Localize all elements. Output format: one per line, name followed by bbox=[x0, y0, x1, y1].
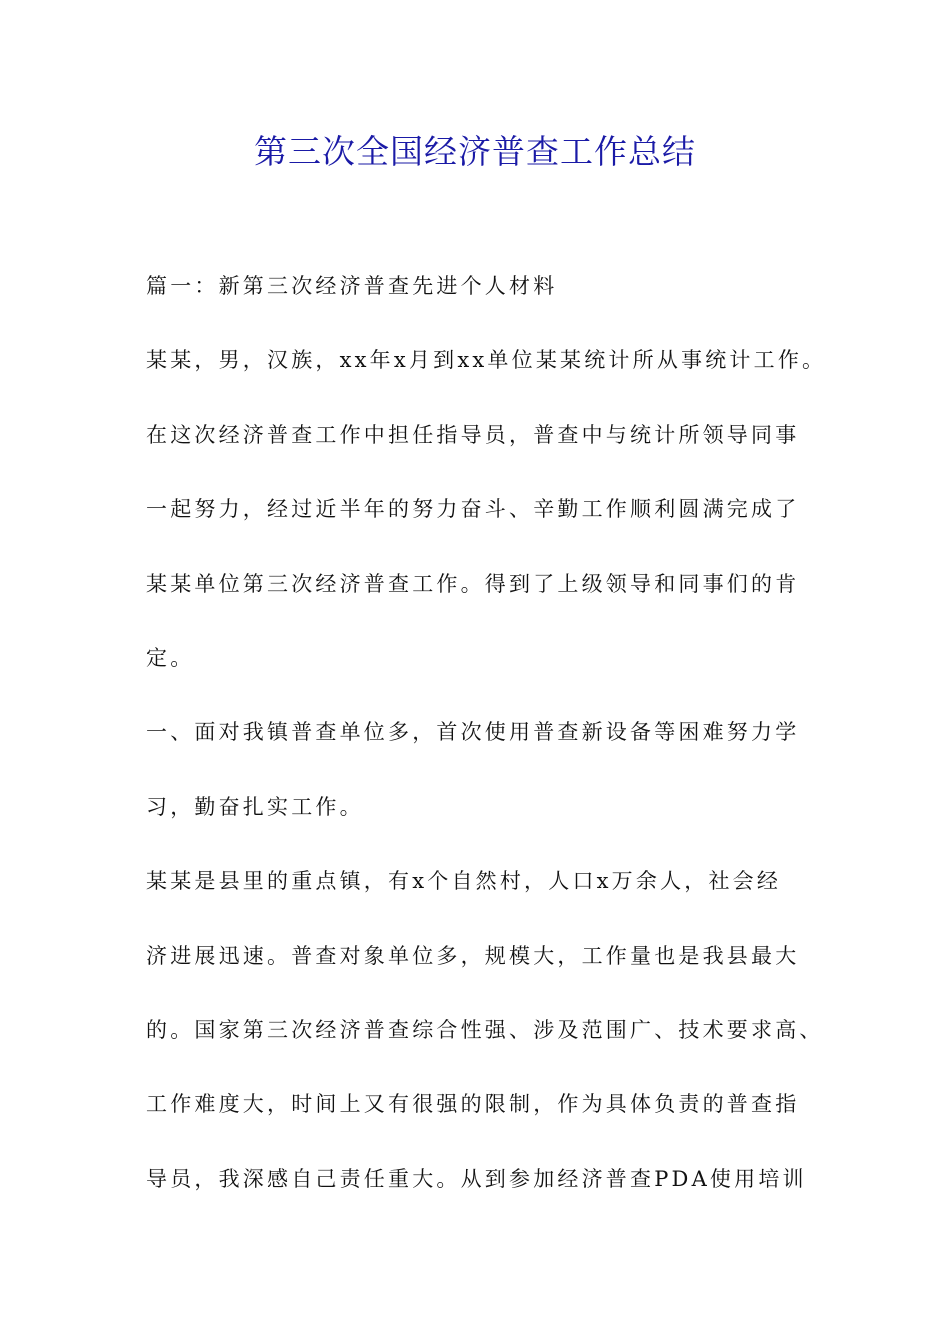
body-line: 定。 bbox=[146, 645, 195, 670]
body-line: 一起努力，经过近半年的努力奋斗、辛勤工作顺利圆满完成了 bbox=[146, 497, 800, 522]
body-line: 在这次经济普查工作中担任指导员，普查中与统计所领导同事 bbox=[146, 422, 800, 447]
body-line: 某某单位第三次经济普查工作。得到了上级领导和同事们的肯 bbox=[146, 571, 800, 596]
body-line: 工作难度大，时间上又有很强的限制，作为具体负责的普查指 bbox=[146, 1092, 800, 1117]
body-line: 某某，男，汉族，xx年x月到xx单位某某统计所从事统计工作。 bbox=[146, 348, 827, 373]
body-line: 济进展迅速。普查对象单位多，规模大，工作量也是我县最大 bbox=[146, 943, 800, 968]
document-title: 第三次全国经济普查工作总结 bbox=[254, 132, 696, 171]
body-line: 的。国家第三次经济普查综合性强、涉及范围广、技术要求高、 bbox=[146, 1017, 824, 1042]
body-line: 导员，我深感自己责任重大。从到参加经济普查PDA使用培训 bbox=[146, 1166, 807, 1191]
section-heading: 篇一：新第三次经济普查先进个人材料 bbox=[146, 274, 558, 298]
subsection-heading: 习，勤奋扎实工作。 bbox=[146, 794, 364, 819]
document-body bbox=[146, 264, 836, 1231]
subsection-heading: 一、面对我镇普查单位多，首次使用普查新设备等困难努力学 bbox=[146, 720, 800, 745]
body-line: 某某是县里的重点镇，有x个自然村，人口x万余人，社会经 bbox=[146, 869, 782, 894]
